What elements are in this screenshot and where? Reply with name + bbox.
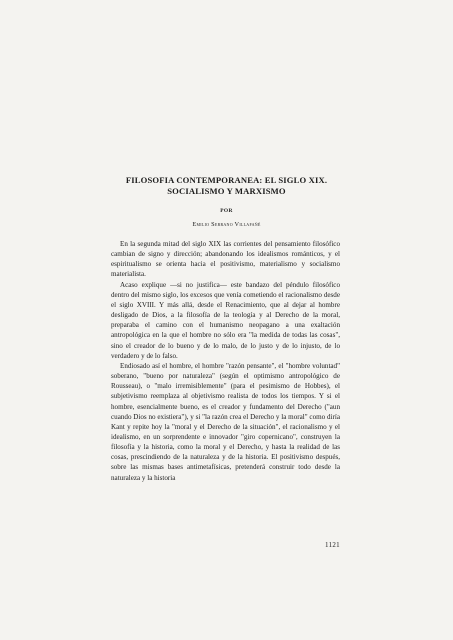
byline-por: POR — [220, 208, 233, 214]
article-title — [60, 175, 393, 197]
article-body — [111, 239, 340, 483]
author-name: Emilio Serrano Villafañé — [192, 221, 261, 228]
article-title-line-2: SOCIALISMO Y MARXISMO — [167, 186, 286, 196]
paragraph-3: Endiosado así el hombre, el hombre "razón pensante", el "hombre voluntad" soberano, "bueno por naturaleza" (según el optimismo antropológico de Rousseau), o "malo irremisiblemente" (para el pesimismo de Hobbes), el subjetivismo reemplaza al objetivismo realista de todos los tiempos. Y si el hombre, esencialmente bueno, es el creador y fundamento del Derecho ("aun cuando Dios no existiera"), y si "la razón crea el Derecho y la moral" como diría Kant y repite hoy la "moral y el Derecho de la situación", el racionalismo y el idealismo, en un sorprendente e innovador "giro copernicano", construyen la filosofía y la historia, como la moral y el Derecho, y hasta la realidad de las cosas, prescindiendo de la naturaleza y de la historia. El positivismo después, sobre las mismas bases antimetafísicas, pretenderá construir todo desde la naturaleza y la historia — [111, 361, 340, 482]
page-number: 1121 — [325, 541, 340, 549]
paragraph-1: En la segunda mitad del siglo XIX las corrientes del pensamiento filosófico cambian de signo y dirección; abandonando los idealismos románticos, y el espiritualismo se orienta hacia el positivismo, materialismo y socialismo materialista. — [111, 240, 340, 279]
paragraph-2: Acaso explique —si no justifica— este bandazo del péndulo filosófico dentro del mismo siglo, los excesos que venía cometiendo el racionalismo desde el siglo XVIII. Y más allá, desde el Renacimiento, que al dejar al hombre desligado de Dios, a la filosofía de la teología y al Derecho de la moral, preparaba el camino con el humanismo neopagano a una exaltación antropológica en la que el hombre no sólo era "la medida de todas las cosas", sino el creador de lo bueno y de lo malo, de lo justo y de lo injusto, de lo verdadero y de lo falso. — [111, 280, 340, 360]
article-title-line-1: FILOSOFIA CONTEMPORANEA: EL SIGLO XIX. — [125, 175, 328, 185]
